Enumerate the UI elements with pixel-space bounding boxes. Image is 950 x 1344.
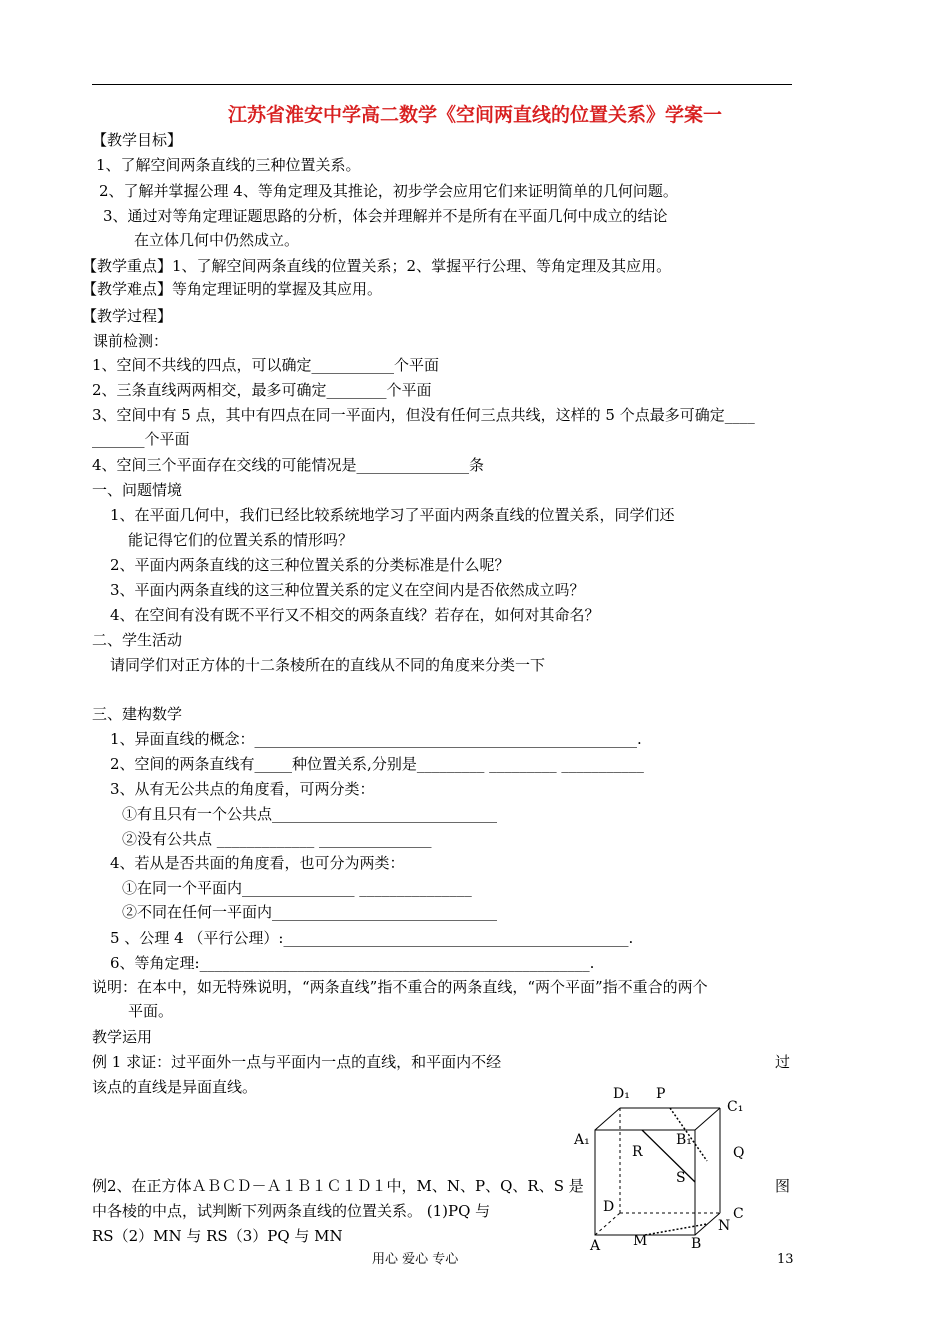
pre-check-heading: 课前检测：	[93, 332, 169, 350]
label-d1: D₁	[613, 1086, 630, 1102]
segment-mn	[645, 1224, 707, 1235]
section3-item: ②不同在任何一平面内______________________________	[122, 903, 498, 921]
section3-heading: 三、建构数学	[92, 705, 183, 723]
section3-item: ②没有公共点 _____________ _______________	[122, 830, 432, 848]
footer-motto: 用心 爱心 专心	[372, 1252, 459, 1267]
example2-text: 图	[775, 1177, 791, 1195]
section3-item: 6、等角定理:____________________________________________________.	[110, 954, 595, 972]
example2-text: 例2、在正方体ＡＢＣＤ－Ａ１Ｂ１Ｃ１Ｄ１中，M、N、P、Q、R、S 是	[92, 1177, 584, 1195]
label-c1: C₁	[727, 1099, 744, 1115]
edge-bc	[695, 1213, 720, 1235]
pre-check-item: 2、三条直线两两相交，最多可确定________个平面	[92, 381, 432, 399]
section1-item: 1、在平面几何中，我们已经比较系统地学习了平面内两条直线的位置关系，同学们还	[110, 506, 675, 524]
section3-item: 1、异面直线的概念：___________________________________________________.	[110, 730, 642, 748]
objective-item: 在立体几何中仍然成立。	[134, 231, 300, 249]
section2-heading: 二、学生活动	[92, 631, 183, 649]
label-q: Q	[733, 1145, 745, 1161]
example2-text: 中各棱的中点，试判断下列两条直线的位置关系。 (1)PQ 与	[92, 1202, 491, 1220]
cube-figure	[570, 1078, 780, 1254]
example2-text: RS（2）MN 与 RS（3）PQ 与 MN	[92, 1227, 343, 1245]
label-c: C	[733, 1206, 744, 1222]
label-r: R	[632, 1144, 643, 1160]
page-number: 13	[777, 1252, 794, 1267]
section3-item: ①在同一个平面内_______________ _______________	[122, 879, 472, 897]
section3-item: 4、若从是否共面的角度看，也可分为两类：	[110, 854, 405, 872]
objective-item: 1、了解空间两条直线的三种位置关系。	[96, 156, 361, 174]
objectives-heading: 【教学目标】	[92, 131, 183, 149]
label-n: N	[718, 1218, 731, 1234]
key-points: 【教学重点】1、了解空间两条直线的位置关系；2、掌握平行公理、等角定理及其应用。	[82, 257, 672, 275]
label-p: P	[656, 1086, 666, 1102]
pre-check-item: 3、空间中有 5 点，其中有四点在同一平面内，但没有任何三点共线，这样的 5 个点最多可确定____	[92, 406, 755, 424]
example1-text: 该点的直线是异面直线。	[92, 1078, 258, 1096]
example1-text: 过	[775, 1053, 791, 1071]
section3-item: 2、空间的两条直线有_____种位置关系,分别是_________ _________ ___________	[110, 755, 644, 773]
header-rule	[92, 84, 792, 85]
section3-item: ①有且只有一个公共点______________________________	[122, 805, 498, 823]
label-d: D	[603, 1199, 615, 1215]
section1-item: 2、平面内两条直线的这三种位置关系的分类标准是什么呢？	[110, 556, 510, 574]
difficulties: 【教学难点】等角定理证明的掌握及其应用。	[82, 280, 383, 298]
label-b: B	[691, 1236, 702, 1252]
edge-a1d1	[595, 1108, 620, 1130]
application-heading: 教学运用	[92, 1028, 153, 1046]
section3-item: 5 、公理 4 （平行公理）:______________________________________________.	[110, 929, 634, 947]
section1-item: 4、在空间有没有既不平行又不相交的两条直线？若存在，如何对其命名？	[110, 606, 600, 624]
process-heading: 【教学过程】	[82, 307, 173, 325]
label-a: A	[590, 1238, 601, 1254]
edge-b1c1	[695, 1108, 720, 1130]
example1-text: 例 1 求证：过平面外一点与平面内一点的直线，和平面内不经	[92, 1053, 502, 1071]
section3-item: 3、从有无公共点的角度看，可两分类：	[110, 780, 375, 798]
page-title: 江苏省淮安中学高二数学《空间两直线的位置关系》学案一	[227, 104, 722, 126]
objective-item: 2、了解并掌握公理 4、等角定理及其推论，初步学会应用它们来证明简单的几何问题。	[99, 182, 678, 200]
note-line: 说明：在本中，如无特殊说明，“两条直线”指不重合的两条直线，“两个平面”指不重合的两个	[92, 978, 708, 996]
label-m: M	[633, 1233, 648, 1249]
pre-check-item: 1、空间不共线的四点，可以确定___________个平面	[92, 356, 440, 374]
objective-item: 3、通过对等角定理证题思路的分析，体会并理解并不是所有在平面几何中成立的结论	[103, 207, 668, 225]
section1-heading: 一、问题情境	[92, 481, 183, 499]
label-a1: A₁	[574, 1132, 590, 1148]
label-s: S	[676, 1170, 686, 1186]
section1-item: 3、平面内两条直线的这三种位置关系的定义在空间内是否依然成立吗？	[110, 581, 585, 599]
pre-check-item: _______个平面	[92, 430, 190, 448]
pre-check-item: 4、空间三个平面存在交线的可能情况是_______________条	[92, 456, 485, 474]
section2-text: 请同学们对正方体的十二条棱所在的直线从不同的角度来分类一下	[110, 656, 546, 674]
section1-item: 能记得它们的位置关系的情形吗？	[128, 531, 354, 549]
note-line: 平面。	[128, 1002, 174, 1020]
label-b1: B₁	[676, 1132, 692, 1148]
edge-ad	[595, 1213, 620, 1235]
